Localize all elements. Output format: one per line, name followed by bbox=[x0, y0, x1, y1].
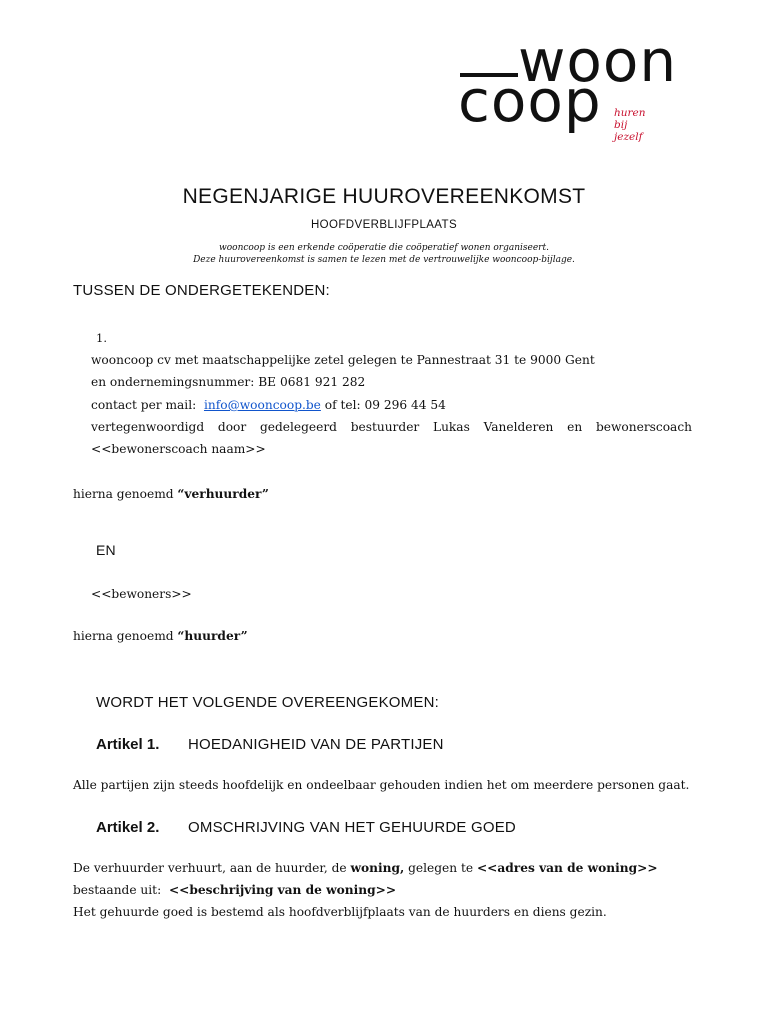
tenant-label: “huurder” bbox=[177, 629, 248, 643]
agreement-heading: WORDT HET VOLGENDE OVEREENGEKOMEN: bbox=[96, 694, 439, 711]
logo-word-coop: coop bbox=[458, 67, 602, 135]
document-subtitle: HOOFDVERBLIJFPLAATS bbox=[310, 219, 458, 231]
article2-line2-prefix: bestaande uit: bbox=[73, 883, 162, 897]
party1-line-4: vertegenwoordigd door gedelegeerd bestuurder Lukas Vanelderen en bewonerscoach bbox=[91, 420, 692, 434]
intro-line-1: wooncoop is een erkende coöperatie die coöperatief wonen organiseert. bbox=[219, 243, 549, 253]
party1-contact bbox=[91, 398, 446, 412]
party1-line-5: <<bewonerscoach naam>> bbox=[91, 442, 266, 456]
landlord-designation bbox=[73, 487, 269, 501]
logo-tagline: huren bij jezelf bbox=[614, 107, 646, 143]
article2-line-3: Het gehuurde goed is bestemd als hoofdverblijfplaats van de huurders en diens gezin. bbox=[73, 905, 607, 919]
article2-line-2 bbox=[73, 883, 396, 897]
party1-line-1: wooncoop cv met maatschappelijke zetel gelegen te Pannestraat 31 te 9000 Gent bbox=[91, 353, 595, 367]
party-number: 1. bbox=[96, 331, 107, 345]
tenants-placeholder: <<bewoners>> bbox=[91, 587, 192, 601]
contact-suffix: of tel: 09 296 44 54 bbox=[324, 398, 446, 412]
logo-word-woon: woon bbox=[518, 27, 678, 95]
article2-label: Artikel 2. bbox=[96, 819, 160, 836]
landlord-label: “verhuurder” bbox=[177, 487, 269, 501]
article1-title: HOEDANIGHEID VAN DE PARTIJEN bbox=[188, 736, 444, 753]
article2-address-placeholder: <<adres van de woning>> bbox=[476, 861, 658, 875]
article2-line-1 bbox=[73, 861, 658, 875]
article2-line1-prefix: De verhuurder verhuurt, aan de huurder, de bbox=[73, 861, 347, 875]
tenant-designation bbox=[73, 629, 248, 643]
landlord-prefix: hierna genoemd bbox=[73, 487, 174, 501]
email-link[interactable]: info@wooncoop.be bbox=[203, 398, 321, 412]
en-separator: EN bbox=[96, 542, 116, 558]
tenant-prefix: hierna genoemd bbox=[73, 629, 174, 643]
article2-description-placeholder: <<beschrijving van de woning>> bbox=[168, 883, 397, 897]
article1-label: Artikel 1. bbox=[96, 736, 160, 753]
document-title: NEGENJARIGE HUUROVEREENKOMST bbox=[182, 185, 586, 208]
party1-line-2: en ondernemingsnummer: BE 0681 921 282 bbox=[91, 375, 366, 389]
article2-line1-mid: gelegen te bbox=[408, 861, 474, 875]
contact-prefix: contact per mail: bbox=[91, 398, 197, 412]
article2-line1-bold: woning, bbox=[350, 861, 405, 875]
parties-heading: TUSSEN DE ONDERGETEKENDEN: bbox=[73, 282, 330, 299]
article2-title: OMSCHRIJVING VAN HET GEHUURDE GOED bbox=[188, 819, 516, 836]
intro-line-2: Deze huurovereenkomst is samen te lezen met de vertrouwelijke wooncoop-bijlage. bbox=[193, 255, 575, 265]
article1-text: Alle partijen zijn steeds hoofdelijk en ondeelbaar gehouden indien het om meerdere personen gaat. bbox=[73, 778, 690, 792]
